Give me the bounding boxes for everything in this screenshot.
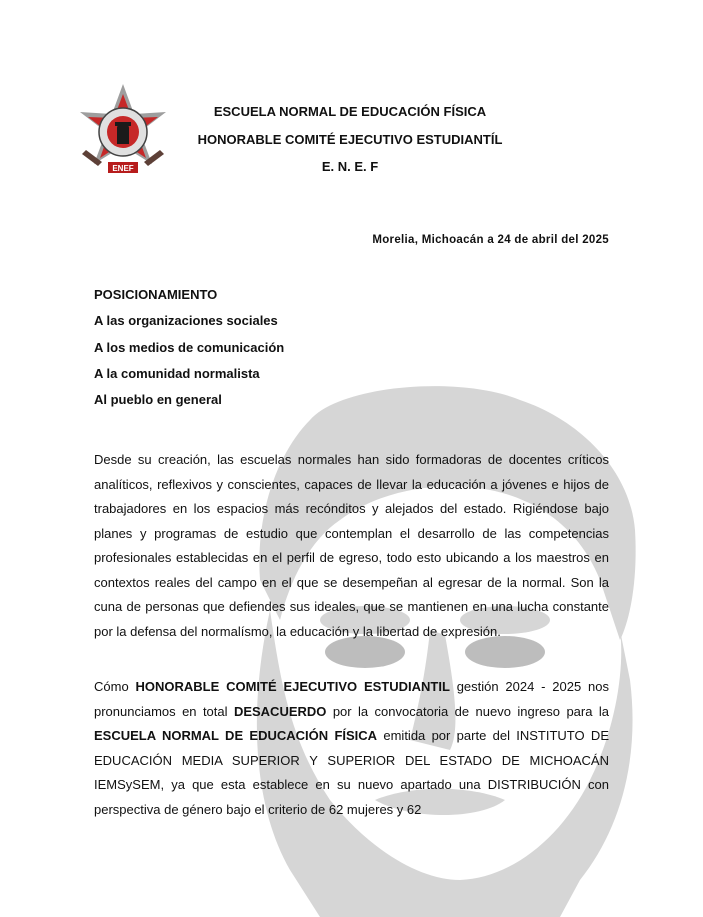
svg-text:ENEF: ENEF [112,164,134,173]
body-paragraph-1: Desde su creación, las escuelas normales han sido formadoras de docentes críticos analíticos, reflexivos y conscientes, capaces de llevar la educación a jóvenes e hijos de trabajadores en los espacios más recónditos y alejados del estado. Rigiéndose bajo planes y programas de estudio que contemplan el desarrollo de las competencias profesionales establecidas en el perfil de egreso, todo esto ubicando a los maestros en contextos reales del campo en el que se desempeñan al egresar de la normal. Son la cuna de personas que defiendes sus ideales, que se mantienen en una lucha constante por la defensa del normalísmo, la educación y la libertad de expresión. [94,452,609,639]
red-star-fist-emblem-icon [72,82,174,182]
emphasis-text: HONORABLE COMITÉ EJECUTIVO ESTUDIANTIL [135,679,450,694]
recipient-line: A la comunidad normalista [94,366,260,381]
recipient-line: A las organizaciones sociales [94,313,278,328]
paragraph-text: por la convocatoria de nuevo ingreso para la [326,703,609,719]
school-name: ESCUELA NORMAL DE EDUCACIÓN FÍSICA [213,104,487,119]
body-paragraph-2 [94,675,609,822]
paragraph-text: gestión 2024 - 2025 nos pronunciamos en total [94,679,609,719]
committee-name: HONORABLE COMITÉ EJECUTIVO ESTUDIANTÍL [197,132,503,147]
logo [72,82,174,182]
paragraph-text: Cómo [94,679,136,694]
recipient-line: A los medios de comunicación [94,340,285,355]
document-title: POSICIONAMIENTO [94,287,218,302]
recipient-line: Al pueblo en general [94,392,222,407]
emphasis-text: DESACUERDO [233,703,327,719]
date-line: Morelia, Michoacán a 24 de abril del 2025 [372,234,609,246]
emphasis-text: ESCUELA NORMAL DE EDUCACIÓN FÍSICA [94,728,378,743]
paragraph-text: emitida por parte del INSTITUTO DE EDUCACIÓN MEDIA SUPERIOR Y SUPERIOR DEL ESTADO DE MICHOACÁN IEMSySEM, ya que esta establece en su nuevo apartado una DISTRIBUCIÓN con perspectiva de género bajo el criterio de 62 mujeres y 62 [94,728,609,817]
acronym: E. N. E. F [321,159,379,174]
